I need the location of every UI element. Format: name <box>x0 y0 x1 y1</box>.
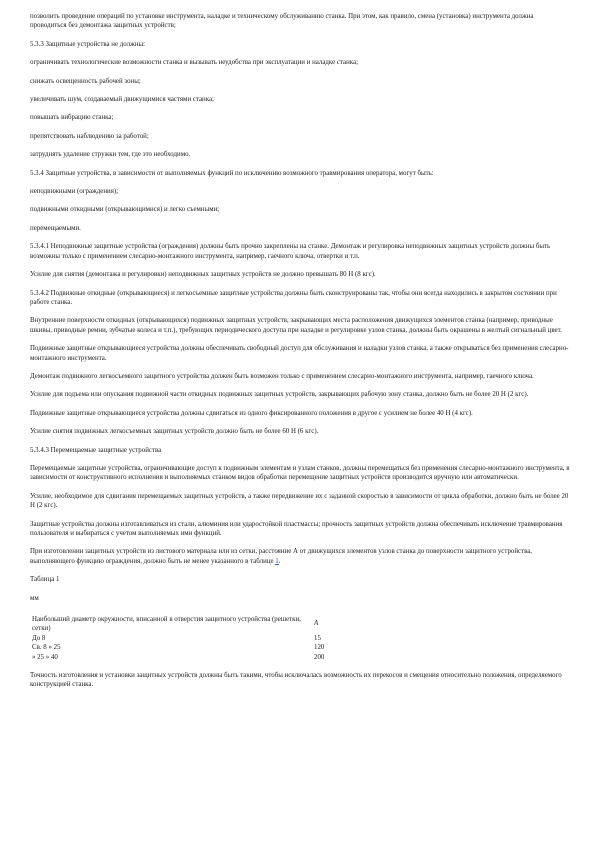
table-title: Таблица 1 <box>30 576 60 584</box>
paragraph: Усилие для подъема или опускания подвижной части откидных подвижных защитных устройств, закрывающих рабочую зону станка, должно быть не более 20 Н (2 кгс). <box>30 391 529 399</box>
paragraph <box>30 547 570 566</box>
document-page <box>30 12 570 690</box>
table-cell: 15 <box>314 634 321 642</box>
paragraph: 5.3.4.2 Подвижные откидные (открывающиеся) и легкосъемные защитные устройства должны быть сконструированы так, чтобы они всегда находились в закрытом состоянии при работе станка. <box>30 289 557 306</box>
paragraph-end: . <box>278 557 281 565</box>
table-row <box>32 634 374 643</box>
list-item: перемещаемыми. <box>30 224 81 232</box>
list-item: снижать освещенность рабочей зоны; <box>30 77 141 85</box>
section-heading: 5.3.4 Защитные устройства, в зависимости от выполняемых функций по исключению возможного травмирования оператора, могут быть: <box>30 169 434 177</box>
list-item: затруднять удаление стружки тем, где это необходимо. <box>30 151 191 159</box>
paragraph: Перемещаемые защитные устройства, ограничивающие доступ к подвижным элементам и узлам станков, должны перемещаться без применения слесарно-монтажного инструмента, в зависимости от конструктивного исполнения и выполняемых станком видов обработки перемещение защитных устройств производится вручную или автоматически. <box>30 464 570 482</box>
table-header-cell: Наибольший диаметр окружности, вписанной в отверстия защитного устройства (решетки, сетки) <box>32 616 301 633</box>
list-item: препятствовать наблюдению за работой; <box>30 132 149 140</box>
data-table <box>32 611 374 662</box>
paragraph: Подвижные защитные открывающиеся устройства должны обеспечивать свободный доступ для обслуживания и наладки узлов станка, а также открываться без применения слесарно-монтажного инструмента. <box>30 345 569 362</box>
table-unit: мм <box>30 594 39 602</box>
table-cell: 120 <box>314 644 325 652</box>
table-row <box>32 653 374 662</box>
paragraph: Демонтаж подвижного легкосъемного защитного устройства должен быть возможен только с применением слесарно-монтажного инструмента, например, гаечного ключа. <box>30 372 534 380</box>
list-item: увеличивать шум, создаваемый движущимися частями станка; <box>30 96 214 104</box>
paragraph: Подвижные защитные открывающиеся устройства должны сдвигаться из одного фиксированного положения в другое с усилием не более 40 Н (4 кгс). <box>30 409 473 417</box>
table-cell: До 8 <box>32 634 46 642</box>
paragraph: Внутренние поверхности откидных (открывающихся) подвижных защитных устройств, закрывающих места расположения движущихся элементов станка (например, приводные шкивы, приводные ремни, зубчатые колеса и т.п.), требующих периодического доступа при наладке и регулировке узлов станка, должны быть окрашены в желтый сигнальный цвет. <box>30 317 562 334</box>
table-reference-link[interactable]: 1 <box>275 557 279 565</box>
table-header-row <box>32 611 374 634</box>
paragraph: 5.3.4.1 Неподвижные защитные устройства (ограждения) должны быть прочно закреплены на станке. Демонтаж и регулировка неподвижных защитных устройств должны быть возможны только с применением слесарно-монтажного инструмента, например, гаечного ключа, отвертки и т.п. <box>30 243 551 260</box>
list-item: неподвижными (ограждения); <box>30 188 119 196</box>
table-cell: » 25 » 40 <box>32 653 58 661</box>
paragraph: Усилие снятия подвижных легкосъемных защитных устройств должно быть не более 60 Н (6 кгс). <box>30 428 319 436</box>
section-heading: 5.3.4.3 Перемещаемые защитные устройства <box>30 446 162 454</box>
section-heading: 5.3.3 Защитные устройства не должны: <box>30 40 146 48</box>
list-item: подвижными откидными (открывающимися) и легко съемными; <box>30 206 220 214</box>
paragraph-text: При изготовлении защитных устройств из листового материала или из сетки, расстояние А от движущихся элементов узлов станка до поверхности защитного устройства, выполняющего функцию ограждения, должно быть не менее указанного в таблице <box>30 548 533 565</box>
list-item: ограничивать технологические возможности станка и вызывать неудобства при эксплуатации и наладке станка; <box>30 59 358 67</box>
paragraph: Усилие, необходимое для сдвигания перемещаемых защитных устройств, а также передвижение их с заданной скоростью в зависимости от цикла обработки, должно быть не более 20 Н (2 кгс). <box>30 492 569 510</box>
table-header-cell: А <box>314 620 319 628</box>
paragraph: позволить проведение операций по установке инструмента, наладке и техническому обслуживанию станка. При этом, как правило, смена (установка) инструмента должна проводиться без демонтажа защитных устройств; <box>30 13 534 30</box>
paragraph: Защитные устройства должны изготавливаться из стали, алюминия или ударостойкой пластмассы; прочность защитных устройств должна обеспечивать исключение травмирования пользователя и выбираться с учетом выполняемых ими функций. <box>30 520 563 537</box>
table-cell: 200 <box>314 653 325 661</box>
paragraph: Усилие для снятия (демонтажа и регулировки) неподвижных защитных устройств не должно превышать 80 Н (8 кгс). <box>30 271 376 279</box>
list-item: повышать вибрацию станка; <box>30 114 114 122</box>
paragraph: Точность изготовления и установки защитных устройств должны быть такими, чтобы исключалась возможность их перекосов и смещения относительно положения, определяемого конструкцией станка. <box>30 672 562 689</box>
table-row <box>32 643 374 652</box>
table-cell: Св. 8 » 25 <box>32 644 61 652</box>
